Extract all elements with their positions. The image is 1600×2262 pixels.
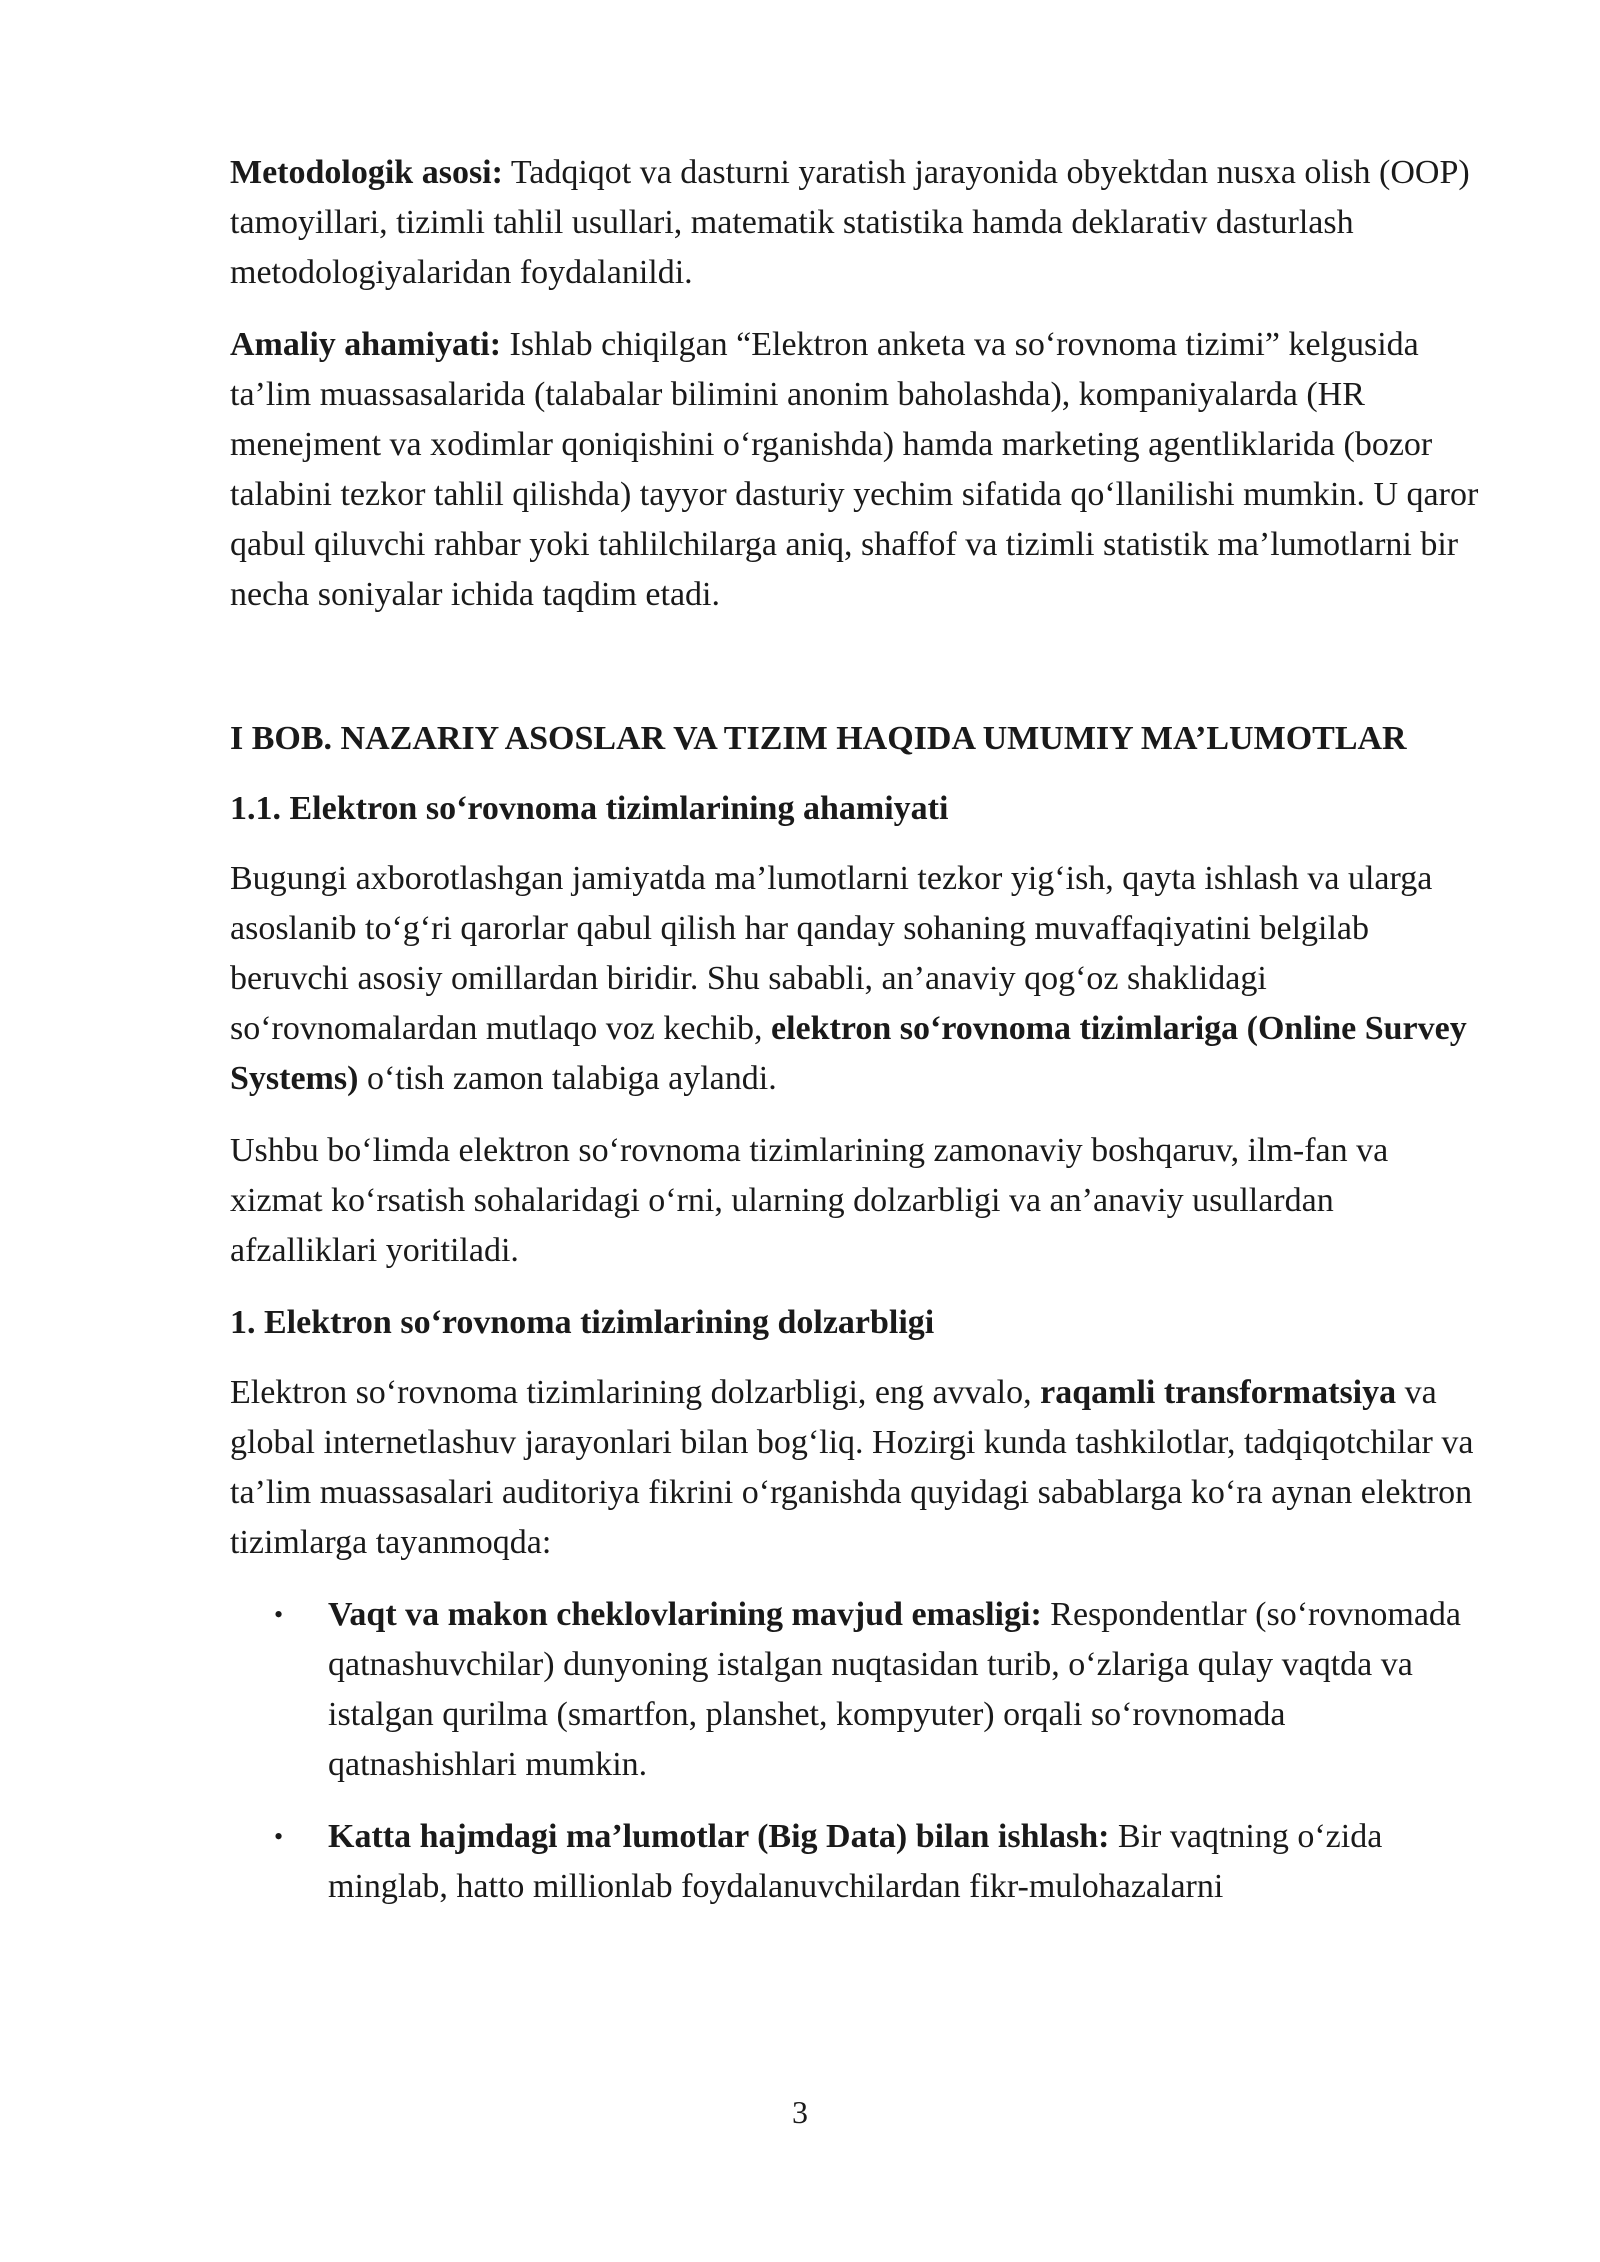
- list-item: [230, 1590, 1480, 1790]
- section-gap: [230, 642, 1480, 714]
- bullet-icon: •: [274, 1822, 284, 1851]
- page-content: [230, 148, 1480, 1934]
- list-item-title: Vaqt va makon cheklovlarining mavjud emasligi:: [328, 1596, 1042, 1633]
- section-1-paragraph-1: [230, 1368, 1480, 1568]
- methodology-text: Tadqiqot va dasturni yaratish jarayonida obyektdan nusxa olish (OOP) tamoyillari, tizimli tahlil usullari, matematik statistika hamda deklarativ dasturlash metodologiyalaridan foydalanildi.: [230, 154, 1470, 291]
- practical-significance-text: Ishlab chiqilgan “Elektron anketa va so‘rovnoma tizimi” kelgusida ta’lim muassasalarida (talabalar bilimini anonim baholashda), kompaniyalarda (HR menejment va xodimlar qoniqishini o‘rganishda) hamda marketing agentliklarida (bozor talabini tezkor tahlil qilishda) tayyor dasturiy yechim sifatida qo‘llanilishi mumkin. U qaror qabul qiluvchi rahbar yoki tahlilchilarga aniq, shaffof va tizimli statistik ma’lumotlarni bir necha soniyalar ichida taqdim etadi.: [230, 326, 1479, 613]
- section-1-1-p1-end: o‘tish zamon talabiga aylandi.: [358, 1060, 777, 1097]
- list-item-text: Respondentlar (so‘rovnomada qatnashuvchilar) dunyoning istalgan nuqtasidan turib, o‘zlariga qulay vaqtda va istalgan qurilma (smartfon, planshet, kompyuter) orqali so‘rovnomada qatnashishlari mumkin.: [328, 1596, 1462, 1783]
- section-1-1-title: 1.1. Elektron so‘rovnoma tizimlarining ahamiyati: [230, 790, 949, 827]
- page-number: 3: [792, 2094, 808, 2130]
- practical-significance-paragraph: [230, 320, 1480, 620]
- methodology-paragraph: [230, 148, 1480, 298]
- list-item-text: Bir vaqtning o‘zida minglab, hatto millionlab foydalanuvchilardan fikr-mulohazalarni: [328, 1818, 1383, 1905]
- section-1-title: 1. Elektron so‘rovnoma tizimlarining dolzarbligi: [230, 1304, 935, 1341]
- section-1-p1-end: va global internetlashuv jarayonlari bilan bog‘liq. Hozirgi kunda tashkilotlar, tadqiqotchilar va ta’lim muassasalari auditoriya fikrini o‘rganishda quyidagi sabablarga ko‘ra aynan elektron tizimlarga tayanmoqda:: [230, 1374, 1474, 1561]
- methodology-label: Metodologik asosi:: [230, 154, 503, 191]
- section-1-1-paragraph-1: [230, 854, 1480, 1104]
- section-1-1-p1-text: Bugungi axborotlashgan jamiyatda ma’lumotlarni tezkor yig‘ish, qayta ishlash va ularga asoslanib to‘g‘ri qarorlar qabul qilish har qanday sohaning muvaffaqiyatini belgilab beruvchi asosiy omillardan biridir. Shu sababli, an’anaviy qog‘oz shaklidagi so‘rovnomalardan mutlaqo voz kechib,: [230, 860, 1433, 1047]
- practical-significance-label: Amaliy ahamiyati:: [230, 326, 502, 363]
- section-1-1-p1-bold: elektron so‘rovnoma tizimlariga (Online Survey Systems): [230, 1010, 1467, 1097]
- list-item-title: Katta hajmdagi ma’lumotlar (Big Data) bilan ishlash:: [328, 1818, 1110, 1855]
- bullet-icon: •: [274, 1600, 284, 1629]
- list-item: [230, 1812, 1480, 1912]
- section-1-p1-bold: raqamli transformatsiya: [1040, 1374, 1397, 1411]
- section-1-1-paragraph-2: Ushbu bo‘limda elektron so‘rovnoma tizimlarining zamonaviy boshqaruv, ilm-fan va xizmat ko‘rsatish sohalaridagi o‘rni, ularning dolzarbligi va an’anaviy usullardan afzalliklari yoritiladi.: [230, 1132, 1389, 1269]
- reasons-list: [230, 1590, 1480, 1912]
- section-1-p1-start: Elektron so‘rovnoma tizimlarining dolzarbligi, eng avvalo,: [230, 1374, 1041, 1411]
- chapter-title: I BOB. NAZARIY ASOSLAR VA TIZIM HAQIDA UMUMIY MA’LUMOTLAR: [230, 720, 1407, 757]
